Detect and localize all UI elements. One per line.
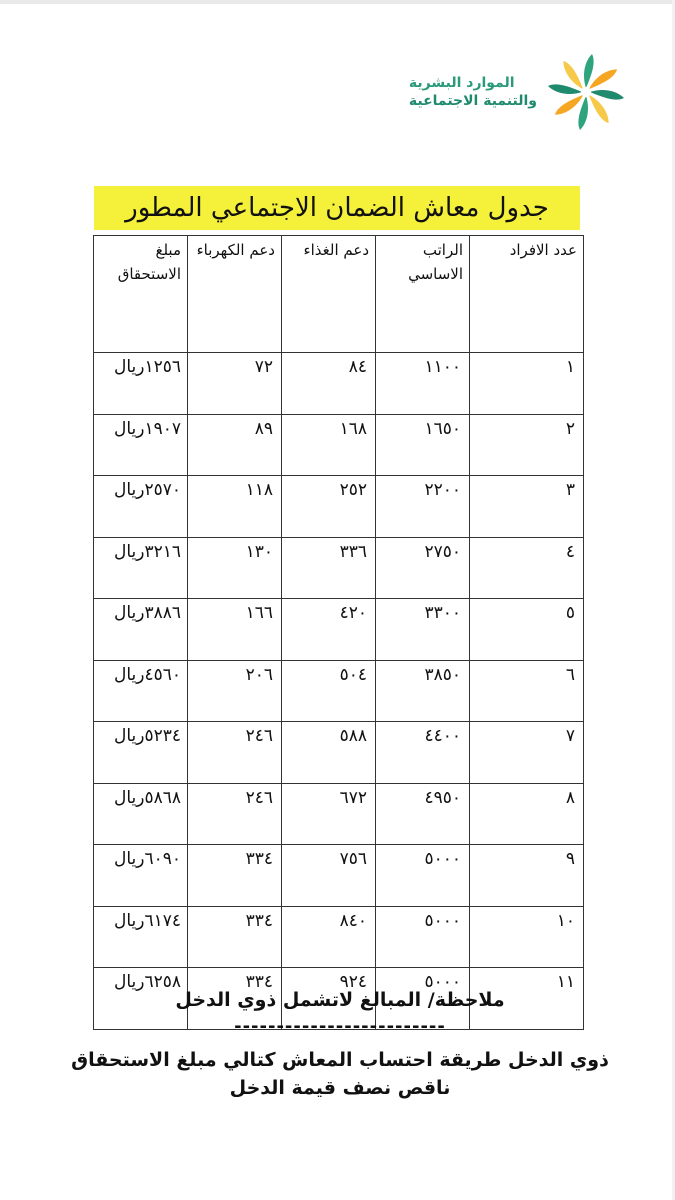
cell-entitlement-amount: ٣٢١٦ريال bbox=[94, 537, 188, 599]
logo-line-1: الموارد البشرية bbox=[408, 75, 515, 91]
cell-basic-salary: ٤٤٠٠ bbox=[376, 722, 470, 784]
cell-food-support: ٤٢٠ bbox=[282, 599, 376, 661]
cell-entitlement-amount: ٥٨٦٨ريال bbox=[94, 783, 188, 845]
cell-basic-salary: ٢٢٠٠ bbox=[376, 476, 470, 538]
logo-text bbox=[409, 74, 537, 110]
table-title: جدول معاش الضمان الاجتماعي المطور bbox=[94, 186, 580, 230]
header-basic-salary: الراتب الاساسي bbox=[376, 236, 470, 353]
cell-entitlement-amount: ١٩٠٧ريال bbox=[94, 414, 188, 476]
cell-basic-salary: ٥٠٠٠ bbox=[376, 906, 470, 968]
table-row bbox=[94, 722, 584, 784]
cell-food-support: ٩٢٤ bbox=[282, 968, 376, 1030]
cell-electricity-support: ٧٢ bbox=[188, 353, 282, 415]
cell-entitlement-amount: ٦٠٩٠ريال bbox=[94, 845, 188, 907]
cell-basic-salary: ٥٠٠٠ bbox=[376, 968, 470, 1030]
table-row bbox=[94, 660, 584, 722]
table-row bbox=[94, 537, 584, 599]
cell-entitlement-amount: ٣٨٨٦ريال bbox=[94, 599, 188, 661]
cell-electricity-support: ٢٠٦ bbox=[188, 660, 282, 722]
cell-electricity-support: ٣٣٤ bbox=[188, 906, 282, 968]
cell-basic-salary: ٤٩٥٠ bbox=[376, 783, 470, 845]
header-entitlement-amount: مبلغ الاستحقاق bbox=[94, 236, 188, 353]
cell-family-members: ٨ bbox=[470, 783, 584, 845]
cell-family-members: ٩ bbox=[470, 845, 584, 907]
cell-electricity-support: ٣٣٤ bbox=[188, 845, 282, 907]
table-row bbox=[94, 414, 584, 476]
table-row bbox=[94, 783, 584, 845]
cell-food-support: ٧٥٦ bbox=[282, 845, 376, 907]
cell-entitlement-amount: ١٢٥٦ريال bbox=[94, 353, 188, 415]
cell-electricity-support: ١٣٠ bbox=[188, 537, 282, 599]
notes-section bbox=[60, 986, 620, 1102]
table-row bbox=[94, 845, 584, 907]
cell-food-support: ٨٤ bbox=[282, 353, 376, 415]
cell-electricity-support: ٨٩ bbox=[188, 414, 282, 476]
ministry-logo bbox=[409, 52, 629, 132]
cell-family-members: ٤ bbox=[470, 537, 584, 599]
cell-entitlement-amount: ٦١٧٤ريال bbox=[94, 906, 188, 968]
table-row bbox=[94, 353, 584, 415]
cell-food-support: ٥٠٤ bbox=[282, 660, 376, 722]
table-row bbox=[94, 599, 584, 661]
cell-food-support: ٥٨٨ bbox=[282, 722, 376, 784]
cell-basic-salary: ٢٧٥٠ bbox=[376, 537, 470, 599]
screen-top-edge bbox=[0, 0, 675, 4]
logo-star-icon bbox=[543, 52, 629, 132]
table-row bbox=[94, 906, 584, 968]
cell-family-members: ١١ bbox=[470, 968, 584, 1030]
cell-family-members: ٣ bbox=[470, 476, 584, 538]
dashed-separator: ------------------------- bbox=[234, 1016, 446, 1037]
cell-family-members: ٧ bbox=[470, 722, 584, 784]
cell-entitlement-amount: ٥٢٣٤ريال bbox=[94, 722, 188, 784]
logo-line-2: والتنمية الاجتماعية bbox=[408, 93, 537, 109]
table-header-row bbox=[94, 236, 584, 353]
cell-basic-salary: ٥٠٠٠ bbox=[376, 845, 470, 907]
cell-electricity-support: ١١٨ bbox=[188, 476, 282, 538]
note-income-calculation: ذوي الدخل طريقة احتساب المعاش كتالي مبلغ الاستحقاق ناقص نصف قيمة الدخل bbox=[71, 1049, 609, 1099]
cell-entitlement-amount: ٢٥٧٠ريال bbox=[94, 476, 188, 538]
cell-basic-salary: ٣٨٥٠ bbox=[376, 660, 470, 722]
pension-table-wrapper bbox=[94, 235, 584, 1030]
cell-basic-salary: ٣٣٠٠ bbox=[376, 599, 470, 661]
cell-basic-salary: ١١٠٠ bbox=[376, 353, 470, 415]
cell-entitlement-amount: ٦٢٥٨ريال bbox=[94, 968, 188, 1030]
cell-family-members: ١ bbox=[470, 353, 584, 415]
cell-food-support: ٦٧٢ bbox=[282, 783, 376, 845]
cell-electricity-support: ٣٣٤ bbox=[188, 968, 282, 1030]
header-food-support: دعم الغذاء bbox=[282, 236, 376, 353]
cell-family-members: ٢ bbox=[470, 414, 584, 476]
cell-basic-salary: ١٦٥٠ bbox=[376, 414, 470, 476]
cell-food-support: ٨٤٠ bbox=[282, 906, 376, 968]
cell-family-members: ٥ bbox=[470, 599, 584, 661]
cell-food-support: ٢٥٢ bbox=[282, 476, 376, 538]
note-income-exclusion: ملاحظة/ المبالغ لاتشمل ذوي الدخل bbox=[175, 989, 505, 1011]
header-electricity-support: دعم الكهرباء bbox=[188, 236, 282, 353]
cell-food-support: ٣٣٦ bbox=[282, 537, 376, 599]
cell-family-members: ٦ bbox=[470, 660, 584, 722]
cell-food-support: ١٦٨ bbox=[282, 414, 376, 476]
cell-electricity-support: ١٦٦ bbox=[188, 599, 282, 661]
cell-electricity-support: ٢٤٦ bbox=[188, 722, 282, 784]
cell-family-members: ١٠ bbox=[470, 906, 584, 968]
header-family-members: عدد الافراد bbox=[470, 236, 584, 353]
table-row bbox=[94, 476, 584, 538]
cell-entitlement-amount: ٤٥٦٠ريال bbox=[94, 660, 188, 722]
pension-table bbox=[93, 235, 584, 1030]
cell-electricity-support: ٢٤٦ bbox=[188, 783, 282, 845]
